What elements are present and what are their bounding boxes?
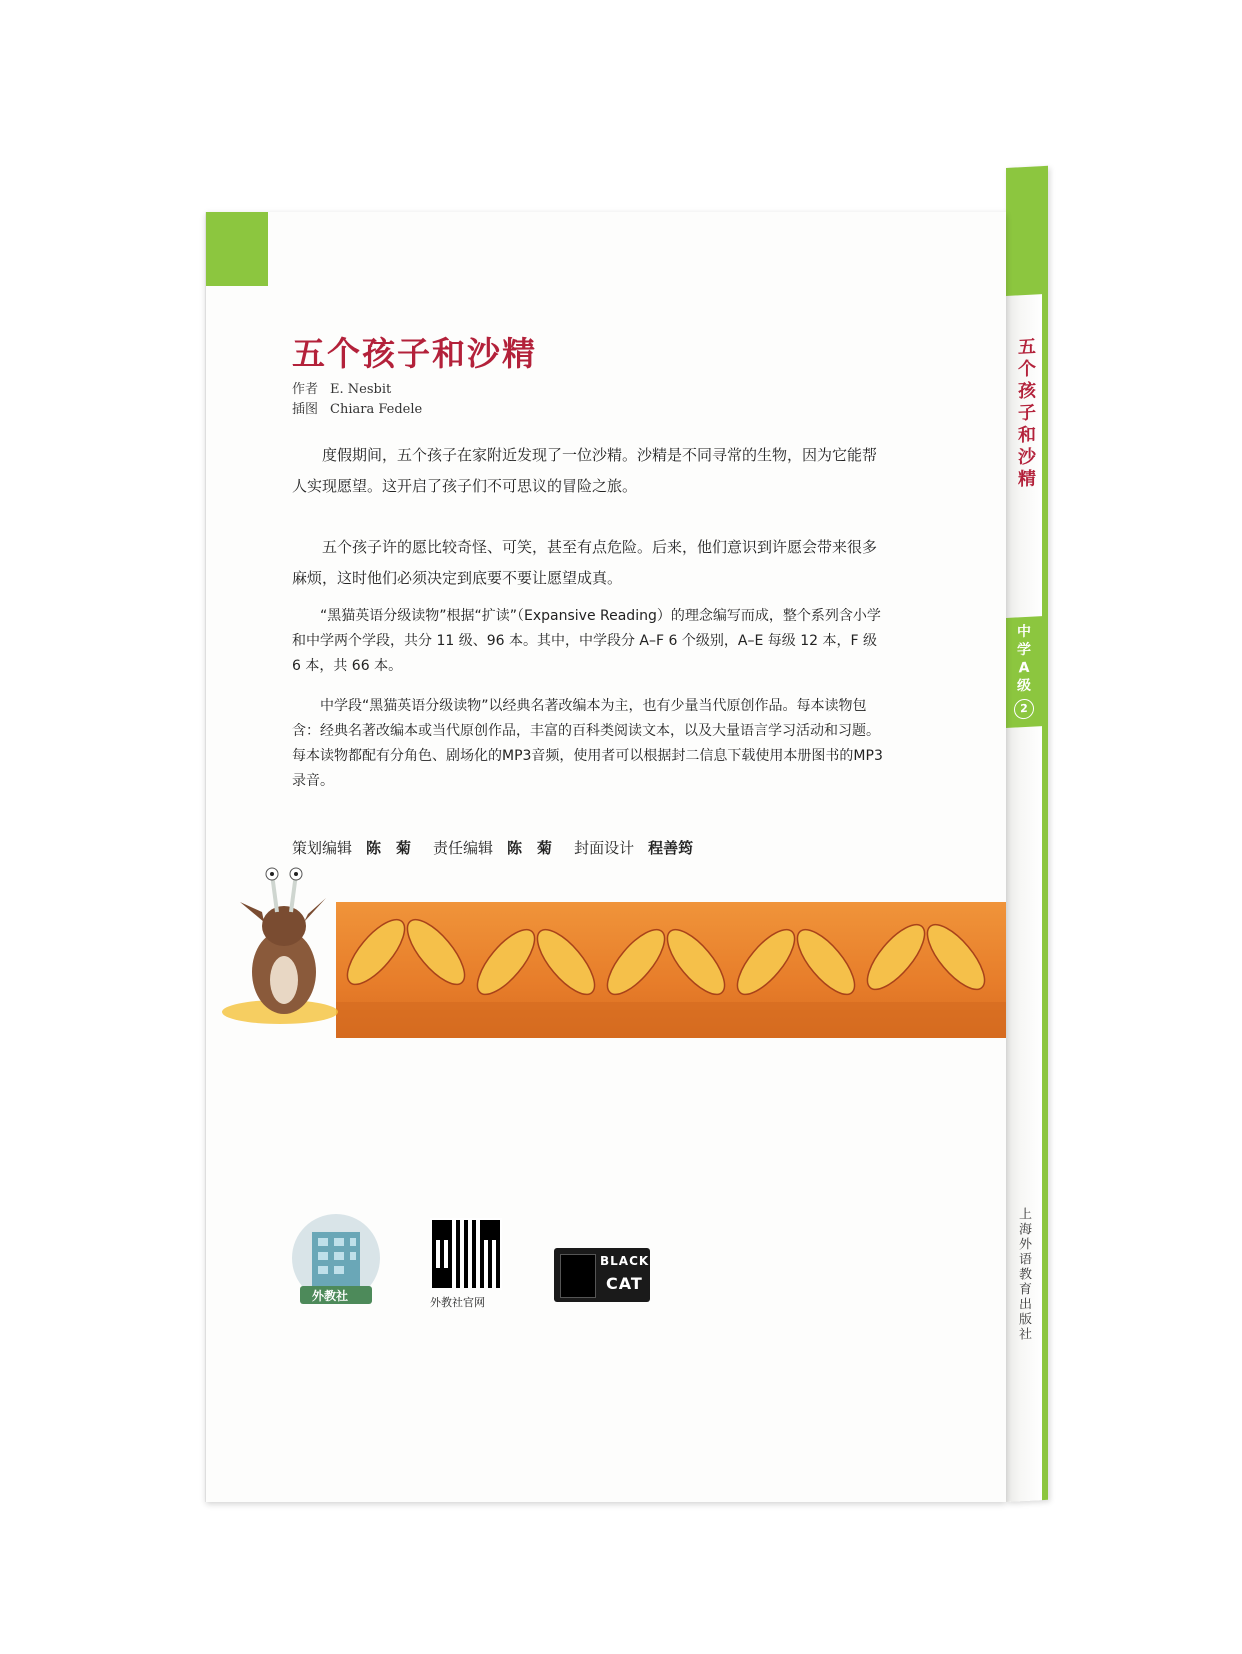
credit-name: Chiara Fedele [330, 402, 423, 417]
staff-name: 陈 菊 [507, 839, 553, 857]
book [206, 168, 1036, 1502]
staff-name: 程善筠 [648, 839, 694, 857]
spine-level-char: 中 [1017, 623, 1031, 641]
book-title: 五个孩子和沙精 [292, 334, 537, 373]
black-cat-logo [554, 1248, 650, 1302]
green-corner-square [206, 212, 268, 286]
series-paragraph-1: “黑猫英语分级读物”根据“扩读”（Expansive Reading）的理念编写而成，整个系列含小学和中学两个学段，共分 11 级、96 本。其中，中学段分 A–F 6 个级别，A–E 每级 12 本，F 级 6 本，共 66 本。 [292, 608, 881, 674]
spine-green-accent [1006, 166, 1042, 296]
leaf-pattern-illustration [336, 902, 1006, 1038]
spine-level-char: A [1018, 659, 1030, 677]
cat-icon [560, 1254, 596, 1298]
black-cat-logo-line2: CAT [606, 1274, 643, 1293]
back-cover [206, 212, 1006, 1502]
spine-level-char: 学 [1017, 641, 1031, 659]
publisher-badge-text: 外教社 [312, 1289, 349, 1303]
staff-name: 陈 菊 [366, 839, 412, 857]
book-spine [1006, 166, 1048, 1502]
staff-credits [292, 837, 701, 858]
synopsis-paragraph-2: 五个孩子许的愿比较奇怪、可笑，甚至有点危险。后来，他们意识到许愿会带来很多麻烦，这时他们必须决定到底要不要让愿望成真。 [292, 538, 878, 587]
black-cat-logo-line1: BLACK [600, 1254, 650, 1268]
spine-publisher: 上海外语教育出版社 [1016, 1206, 1031, 1343]
qr-code-label: 外教社官网 [430, 1296, 485, 1309]
leaf-pattern-band [336, 902, 1006, 1038]
spine-level-block [1006, 616, 1042, 728]
qr-code[interactable] [432, 1220, 500, 1288]
credit-label: 插图 [292, 402, 319, 417]
synopsis-paragraph-1: 度假期间，五个孩子在家附近发现了一位沙精。沙精是不同寻常的生物，因为它能帮人实现愿望。这开启了孩子们不可思议的冒险之旅。 [292, 446, 878, 495]
credit-name: E. Nesbit [330, 382, 392, 397]
staff-role: 封面设计 [574, 839, 635, 857]
series-paragraph-2: 中学段“黑猫英语分级读物”以经典名著改编本为主，也有少量当代原创作品。每本读物包含：经典名著改编本或当代原创作品，丰富的百科类阅读文本，以及大量语言学习活动和习题。每本读物都配有分角色、剧场化的MP3音频，使用者可以根据封二信息下载使用本册图书的MP3录音。 [292, 698, 883, 789]
credit-label: 作者 [292, 382, 319, 397]
spine-volume-number: 2 [1014, 699, 1034, 720]
staff-role: 策划编辑 [292, 839, 353, 857]
illustrator-credit [292, 398, 422, 417]
spine-level-char: 级 [1017, 677, 1031, 695]
author-credit [292, 378, 391, 397]
staff-role: 责任编辑 [433, 839, 494, 857]
spine-title: 五个孩子和沙精 [1015, 336, 1036, 492]
sand-fairy-illustration [222, 862, 362, 1032]
